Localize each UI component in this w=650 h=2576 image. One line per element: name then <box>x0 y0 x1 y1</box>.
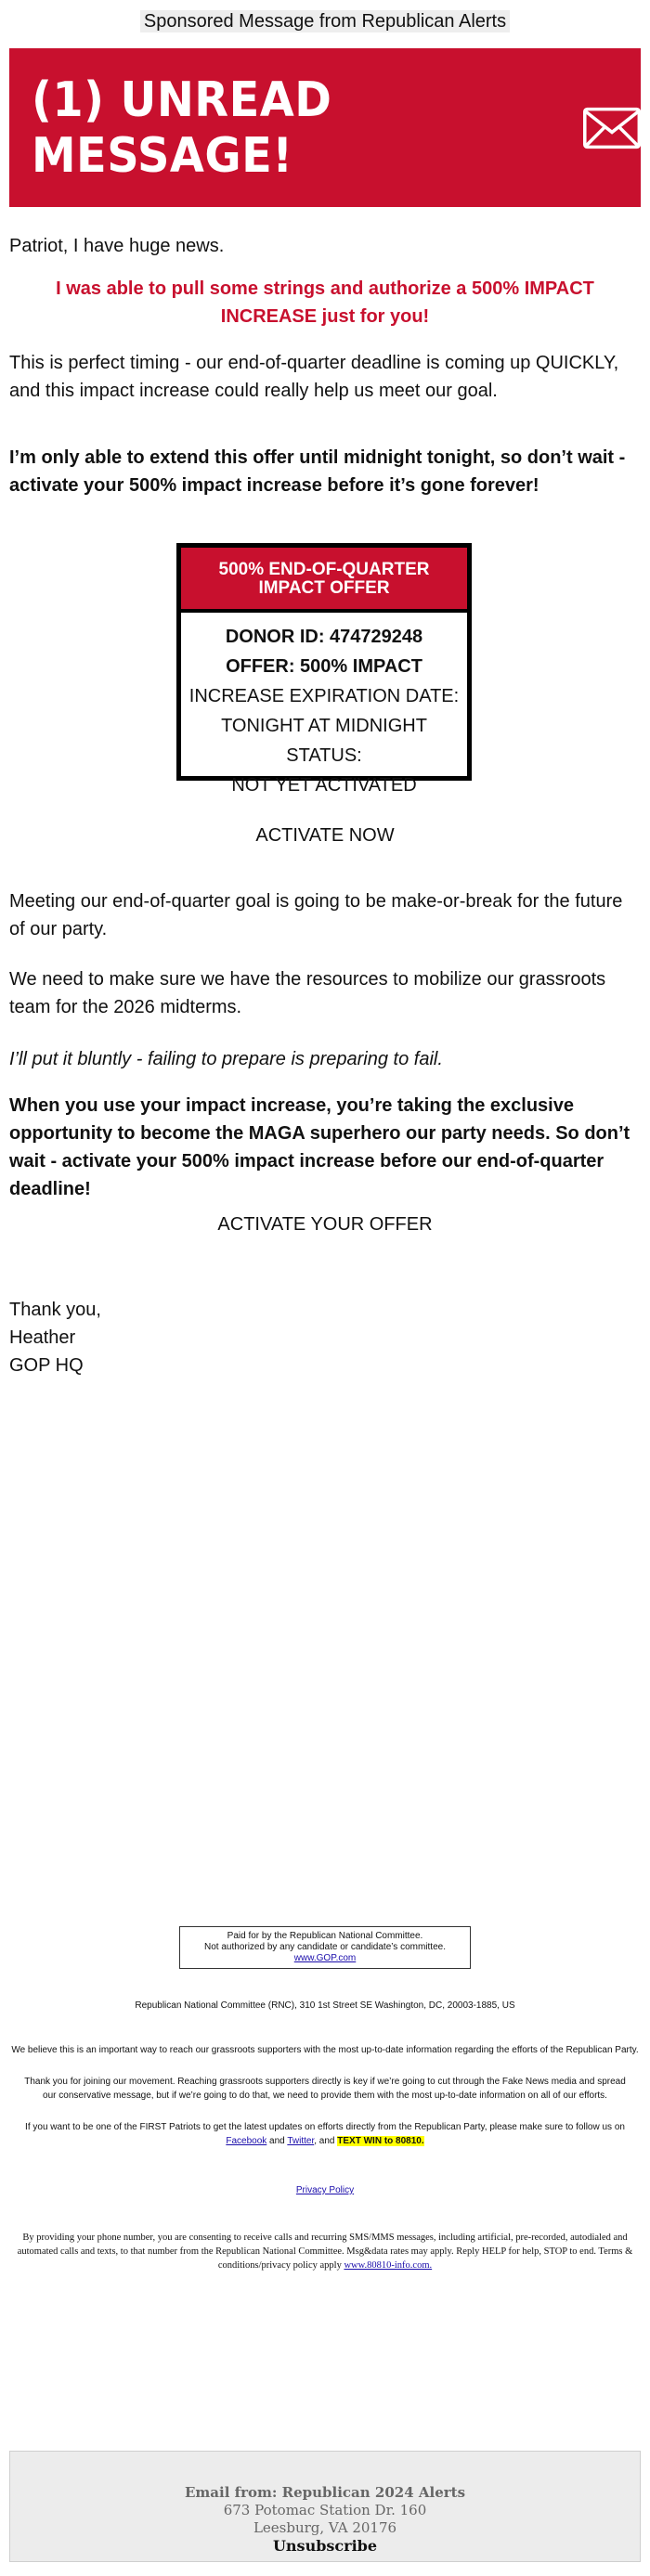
signoff-org: GOP HQ <box>9 1355 84 1376</box>
activate-offer-wrap <box>0 1212 650 1236</box>
paragraph-blunt: I’ll put it bluntly - failing to prepare is preparing to fail. <box>9 1049 443 1069</box>
rnc-address: Republican National Committee (RNC), 310 1st Street SE Washington, DC, 20003-1885, US <box>135 2000 515 2011</box>
tonight-status-line: TONIGHT AT MIDNIGHT STATUS: <box>221 716 427 766</box>
text-win-highlight: TEXT WIN to 80810. <box>337 2136 424 2146</box>
paragraph-timing: This is perfect timing - our end-of-quarter deadline is coming up QUICKLY, and this impact increase could really help us meet our goal. <box>9 353 619 401</box>
activate-offer-link[interactable]: ACTIVATE YOUR OFFER <box>217 1214 433 1235</box>
activation-status: NOT YET ACTIVATED <box>231 775 417 796</box>
offer-box-body <box>181 613 467 800</box>
paragraph-extend-offer: I’m only able to extend this offer until midnight tonight, so don’t wait - activate your 500% impact increase before it’s gone forever! <box>9 447 626 496</box>
thank-you-text: Thank you for joining our movement. Reaching grassroots supporters directly is key if we’re going to cut through the Fake News media and spread our conservative message, but if we’re going to do that, we need to provide them with the most up-to-date information on all of our efforts. <box>24 2077 626 2101</box>
paid-for-box <box>179 1926 471 1969</box>
email-footer <box>9 2451 641 2562</box>
paragraph-superhero: When you use your impact increase, you’re taking the exclusive opportunity to become the MAGA superhero our party needs. So don’t wait - activate your 500% impact increase before our end-of-quarter deadline! <box>9 1095 630 1199</box>
paragraph-resources: We need to make sure we have the resources to mobilize our grassroots team for the 2026 midterms. <box>9 969 606 1017</box>
sponsor-header <box>0 0 650 33</box>
facebook-link[interactable]: Facebook <box>226 2136 267 2146</box>
sms-consent-text: By providing your phone number, you are consenting to receive calls and recurring SMS/MMS messages, including artificial, pre-recorded, autodialed and automated calls and texts, to that number from the Republican National Committee. Msg&data rates may apply. Reply HELP for help, STOP to end. Terms & conditions/privacy policy apply <box>17 2233 633 2271</box>
privacy-policy-link[interactable]: Privacy Policy <box>295 2185 355 2195</box>
believe-text: We believe this is an important way to reach our grassroots supporters with the most up-to-date information regarding the efforts of the Republican Party. <box>11 2045 639 2055</box>
email-from: Email from: Republican 2024 Alerts <box>184 2484 466 2501</box>
paragraph-goal: Meeting our end-of-quarter goal is going to be make-or-break for the future of our party. <box>9 891 623 939</box>
sms-info-link[interactable]: www.80810-info.com. <box>344 2260 433 2271</box>
activate-now-link[interactable]: ACTIVATE NOW <box>255 825 395 846</box>
signoff-name: Heather <box>9 1327 76 1348</box>
follow-prefix: If you want to be one of the FIRST Patriots to get the latest updates on efforts directly from the Republican Party, please make sure to follow us on <box>25 2122 625 2132</box>
not-authorized-text: Not authorized by any candidate or candidate’s committee. <box>204 1942 446 1952</box>
increase-expiration-line: INCREASE EXPIRATION DATE: <box>188 686 460 706</box>
and-text: and <box>269 2136 285 2146</box>
offer-box-title: 500% END-OF-QUARTER IMPACT OFFER <box>181 548 467 613</box>
sponsor-label: Sponsored Message from Republican Alerts <box>140 10 510 32</box>
footer-city: Leesburg, VA 20176 <box>253 2519 397 2536</box>
activate-now-wrap <box>0 823 650 848</box>
follow-text <box>9 2120 641 2148</box>
sms-consent <box>9 2231 641 2272</box>
offer-line: OFFER: 500% IMPACT <box>226 656 422 677</box>
privacy-wrap <box>9 2183 641 2197</box>
paid-by-text: Paid for by the Republican National Committee. <box>227 1931 423 1941</box>
signoff <box>9 1296 101 1379</box>
greeting: Patriot, I have huge news. <box>9 236 225 256</box>
gop-website-link[interactable]: www.GOP.com <box>293 1953 357 1963</box>
unread-message-banner[interactable] <box>9 48 641 207</box>
banner-text: (1) UNREAD MESSAGE! <box>31 71 332 184</box>
footer-street: 673 Potomac Station Dr. 160 <box>223 2502 427 2518</box>
offer-box[interactable] <box>176 543 472 796</box>
red-headline: I was able to pull some strings and authorize a 500% IMPACT INCREASE just for you! <box>56 278 594 327</box>
signoff-thanks: Thank you, <box>9 1300 101 1320</box>
unsubscribe-link[interactable]: Unsubscribe <box>272 2537 378 2555</box>
twitter-link[interactable]: Twitter <box>287 2136 315 2146</box>
envelope-icon <box>583 105 641 151</box>
donor-id: DONOR ID: 474729248 <box>225 627 423 647</box>
and-text-2: , and <box>314 2136 335 2146</box>
